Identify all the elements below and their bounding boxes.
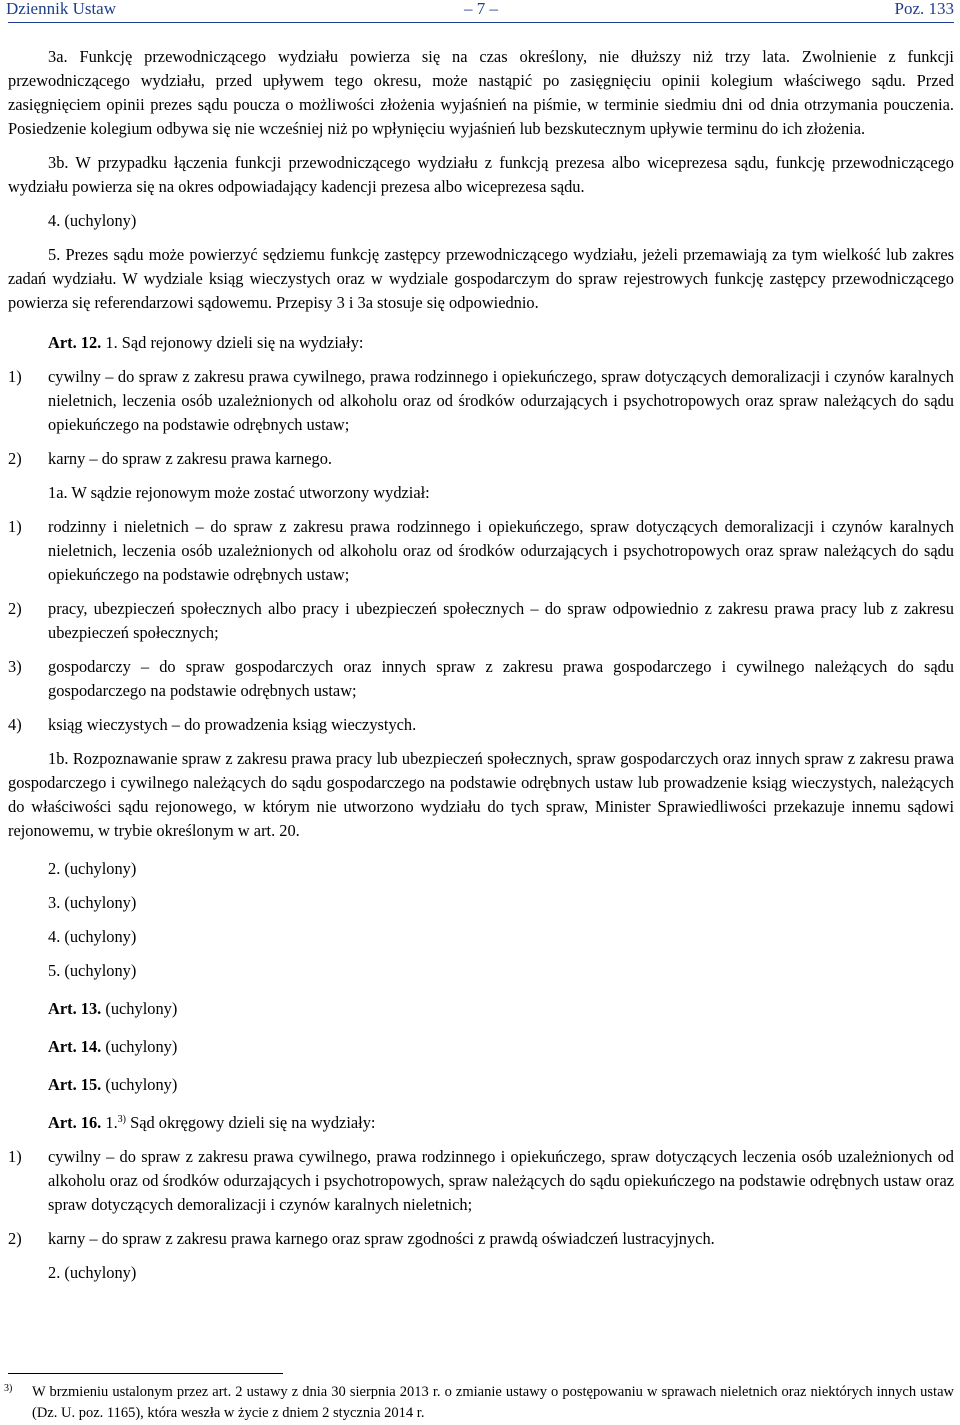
item-text: cywilny – do spraw z zakresu prawa cywilnego, prawa rodzinnego i opiekuńczego, spraw dotyczących demoralizacji i czynów karalnych nieletnich, leczenia osób uzależnionych od alkoholu oraz od środków odurzających i psychotropowych oraz spraw należących do sądu opiekuńczego na podstawie odrębnych ustaw; xyxy=(48,367,954,434)
art-13-label: Art. 13. xyxy=(48,999,102,1018)
item-number: 1) xyxy=(8,517,22,536)
art-16-paragraph-2: 2. (uchylony) xyxy=(48,1263,137,1282)
list-item xyxy=(8,515,954,587)
item-number: 3) xyxy=(8,657,22,676)
item-text: karny – do spraw z zakresu prawa karnego oraz spraw zgodności z prawdą oświadczeń lustracyjnych. xyxy=(48,1229,715,1248)
paragraph-4: 4. (uchylony) xyxy=(48,211,137,230)
paragraph-5: 5. Prezes sądu może powierzyć sędziemu funkcję zastępcy przewodniczącego wydziału, jeżeli przemawiają za tym wielkość lub zakres zadań wydziału. W wydziale ksiąg wieczystych oraz w wydziale gospodarczym do spraw rejestrowych funkcję zastępcy przewodniczącego powierza się referendarzowi sądowemu. Przepisy 3 i 3a stosuje się odpowiednio. xyxy=(8,245,954,312)
repealed-4: 4. (uchylony) xyxy=(48,927,137,946)
item-number: 1) xyxy=(8,367,22,386)
header-divider xyxy=(8,22,954,23)
art-15-text: (uchylony) xyxy=(105,1075,178,1094)
item-text: karny – do spraw z zakresu prawa karnego. xyxy=(48,449,332,468)
art-13 xyxy=(8,997,954,1021)
footnote-text: W brzmieniu ustalonym przez art. 2 ustawy z dnia 30 sierpnia 2013 r. o zmianie ustawy o postępowaniu w sprawach nieletnich oraz niektórych innych ustaw (Dz. U. poz. 1165), która weszła w życie z dniem 2 stycznia 2014 r. xyxy=(32,1384,954,1421)
art-15-label: Art. 15. xyxy=(48,1075,102,1094)
repealed-3: 3. (uchylony) xyxy=(48,893,137,912)
footnote-mark: 3) xyxy=(4,1383,13,1394)
list-item xyxy=(8,1145,954,1217)
art-15 xyxy=(8,1073,954,1097)
art-12-heading xyxy=(8,331,954,355)
footnote-reference[interactable]: 3) xyxy=(117,1114,127,1125)
list-item xyxy=(8,655,954,703)
paragraph-1b: 1b. Rozpoznawanie spraw z zakresu prawa pracy lub ubezpieczeń społecznych, spraw gospodarczych oraz innych spraw z zakresu prawa gospodarczego i cywilnego należących do sądu gospodarczego na podstawie odrębnych ustaw lub prowadzenie ksiąg wieczystych, należących do właściwości sądu rejonowego, w którym nie utworzono wydziału do tych spraw, Minister Sprawiedliwości przekazuje innemu sądowi rejonowemu, w trybie określonym w art. 20. xyxy=(8,749,954,840)
art-12-text: 1. Sąd rejonowy dzieli się na wydziały: xyxy=(105,333,364,352)
item-text: ksiąg wieczystych – do prowadzenia ksiąg wieczystych. xyxy=(48,715,417,734)
art-14 xyxy=(8,1035,954,1059)
paragraph-3a: 3a. Funkcję przewodniczącego wydziału powierza się na czas określony, nie dłuższy niż trzy lata. Zwolnienie z funkcji przewodniczącego wydziału, przed upływem tego okresu, może nastąpić po zasięgnięciu opinii kolegium właściwego sądu. Przed zasięgnięciem opinii prezes sądu poucza o możliwości złożenia wyjaśnień na piśmie, w terminie siedmiu dni od dnia otrzymania pouczenia. Posiedzenie kolegium odbywa się nie wcześniej niż po wpłynięciu wyjaśnień lub bezskutecznym upływie terminu do ich złożenia. xyxy=(8,47,954,138)
list-item xyxy=(8,713,954,737)
journal-title: Dziennik Ustaw xyxy=(6,0,117,18)
list-item xyxy=(8,365,954,437)
footnote-divider xyxy=(8,1373,283,1374)
footnote xyxy=(4,1382,954,1424)
item-number: 2) xyxy=(8,599,22,618)
document-body xyxy=(8,45,954,1285)
paragraph-1a: 1a. W sądzie rejonowym może zostać utworzony wydział: xyxy=(48,483,430,502)
list-item xyxy=(8,597,954,645)
art-13-text: (uchylony) xyxy=(105,999,178,1018)
art-16-heading xyxy=(8,1111,954,1135)
item-text: rodzinny i nieletnich – do spraw z zakresu prawa rodzinnego i opiekuńczego, spraw dotyczących demoralizacji i czynów karalnych nieletnich, leczenia osób uzależnionych od alkoholu oraz od środków odurzających i psychotropowych oraz spraw należących do sądu opiekuńczego na podstawie odrębnych ustaw; xyxy=(48,517,954,584)
item-text: pracy, ubezpieczeń społecznych albo pracy i ubezpieczeń społecznych – do spraw odpowiednio z zakresu prawa pracy lub z zakresu ubezpieczeń społecznych; xyxy=(48,599,954,642)
art-14-label: Art. 14. xyxy=(48,1037,102,1056)
repealed-2: 2. (uchylony) xyxy=(48,859,137,878)
item-text: cywilny – do spraw z zakresu prawa cywilnego, prawa rodzinnego i opiekuńczego, spraw dotyczących leczenia osób uzależnionych od alkoholu oraz od środków odurzających i psychotropowych, spraw należących do sądu opiekuńczego na podstawie odrębnych ustaw oraz spraw dotyczących demoralizacji i czynów karalnych nieletnich; xyxy=(48,1147,954,1214)
item-text: gospodarczy – do spraw gospodarczych oraz innych spraw z zakresu prawa gospodarczego i cywilnego należących do sądu gospodarczego na podstawie odrębnych ustaw; xyxy=(48,657,954,700)
page-number: – 7 – xyxy=(464,0,498,18)
art-12-label: Art. 12. xyxy=(48,333,102,352)
page-header xyxy=(8,0,954,20)
document-page xyxy=(4,0,954,1421)
repealed-5: 5. (uchylony) xyxy=(48,961,137,980)
list-item xyxy=(8,447,954,471)
art-14-text: (uchylony) xyxy=(105,1037,178,1056)
list-item xyxy=(8,1227,954,1251)
item-number: 4) xyxy=(8,715,22,734)
art-16-label: Art. 16. xyxy=(48,1113,102,1132)
art-16-number: 1. xyxy=(105,1113,118,1132)
item-number: 2) xyxy=(8,449,22,468)
position-number: Poz. 133 xyxy=(894,0,954,18)
paragraph-3b: 3b. W przypadku łączenia funkcji przewodniczącego wydziału z funkcją prezesa albo wiceprezesa sądu, funkcję przewodniczącego wydziału powierza się na okres odpowiadający kadencji prezesa albo wiceprezesa sądu. xyxy=(8,153,954,196)
item-number: 1) xyxy=(8,1147,22,1166)
item-number: 2) xyxy=(8,1229,22,1248)
art-16-text: Sąd okręgowy dzieli się na wydziały: xyxy=(130,1113,376,1132)
